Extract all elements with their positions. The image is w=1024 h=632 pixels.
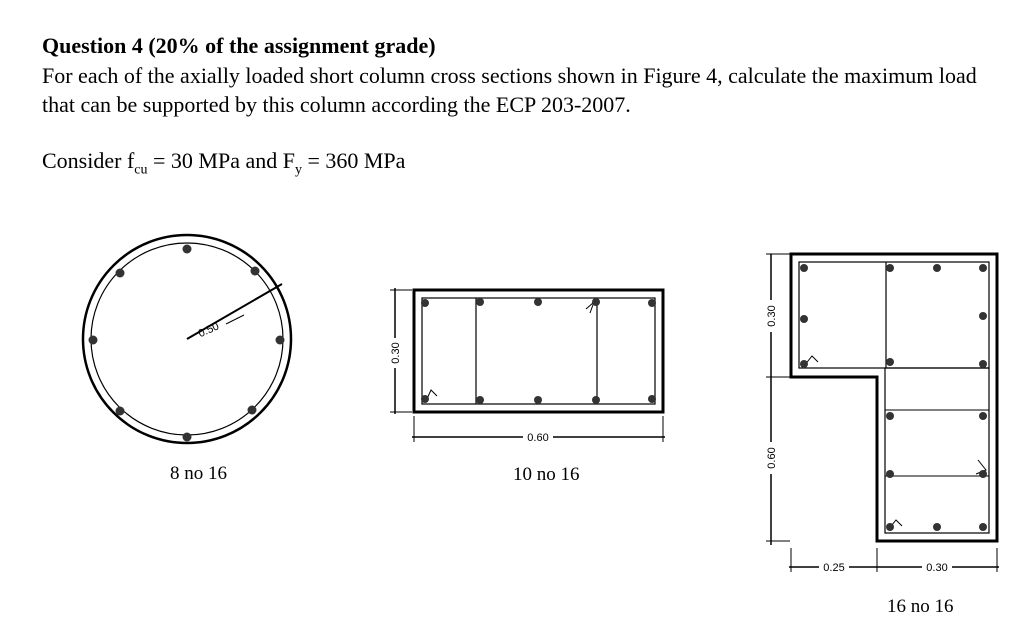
rebar xyxy=(933,264,941,272)
rect-width-label: 0.60 xyxy=(527,432,549,444)
rebar xyxy=(251,267,260,276)
rebar xyxy=(979,412,987,420)
rebar xyxy=(886,470,894,478)
rect-bars xyxy=(421,298,656,404)
circle-dim-label: 0.50 xyxy=(196,320,222,341)
rebar xyxy=(248,406,257,415)
question-title: Question 4 (20% of the assignment grade) xyxy=(42,33,436,58)
rebar xyxy=(592,298,600,306)
rebar xyxy=(979,264,987,272)
radius-leader xyxy=(226,315,244,324)
rebar xyxy=(933,523,941,531)
l-shape-caption: 16 no 16 xyxy=(887,596,954,617)
fy-value: = 360 MPa xyxy=(301,148,406,173)
rebar xyxy=(534,298,542,306)
circular-caption: 8 no 16 xyxy=(170,463,227,484)
rebar xyxy=(183,433,192,442)
rebar xyxy=(800,360,808,368)
question-body: For each of the axially loaded short column cross sections shown in Figure 4, calculate the maximum load that can be supported by this column according the ECP 203-2007. xyxy=(42,63,977,117)
rebar xyxy=(886,523,894,531)
rectangular-section xyxy=(390,288,665,442)
rectangular-caption: 10 no 16 xyxy=(513,464,580,485)
rebar xyxy=(183,245,192,254)
l-stirrup-top xyxy=(799,262,989,368)
l-left-width-label: 0.25 xyxy=(823,562,845,574)
circular-bars xyxy=(89,245,285,442)
rebar xyxy=(116,269,125,278)
rebar xyxy=(476,298,484,306)
rebar xyxy=(276,336,285,345)
rebar xyxy=(979,360,987,368)
rebar xyxy=(886,358,894,366)
l-shape-section xyxy=(766,254,999,572)
fcu-value: = 30 MPa and F xyxy=(147,148,295,173)
l-outer xyxy=(791,254,997,541)
rebar xyxy=(476,396,484,404)
circular-section xyxy=(83,235,291,443)
fy-subscript: y xyxy=(294,162,302,178)
consider-prefix: Consider f xyxy=(42,148,135,173)
l-right-width-label: 0.30 xyxy=(926,562,948,574)
rect-height-label: 0.30 xyxy=(390,342,402,364)
rebar xyxy=(886,412,894,420)
rebar xyxy=(421,299,429,307)
rebar xyxy=(979,312,987,320)
rebar xyxy=(421,395,429,403)
l-top-height-label: 0.30 xyxy=(766,305,778,327)
rect-outer xyxy=(414,290,663,412)
rect-stirrup xyxy=(422,298,655,404)
rebar xyxy=(800,315,808,323)
rebar xyxy=(886,264,894,272)
rebar xyxy=(592,396,600,404)
l-bottom-height-label: 0.60 xyxy=(766,447,778,469)
rebar xyxy=(648,395,656,403)
rebar xyxy=(648,299,656,307)
rebar xyxy=(89,336,98,345)
fcu-subscript: cu xyxy=(134,162,148,178)
rebar xyxy=(116,407,125,416)
rebar xyxy=(534,396,542,404)
l-stirrup-leg xyxy=(885,368,989,533)
rebar xyxy=(979,470,987,478)
rebar xyxy=(800,264,808,272)
l-bars xyxy=(800,264,987,531)
rebar xyxy=(979,523,987,531)
